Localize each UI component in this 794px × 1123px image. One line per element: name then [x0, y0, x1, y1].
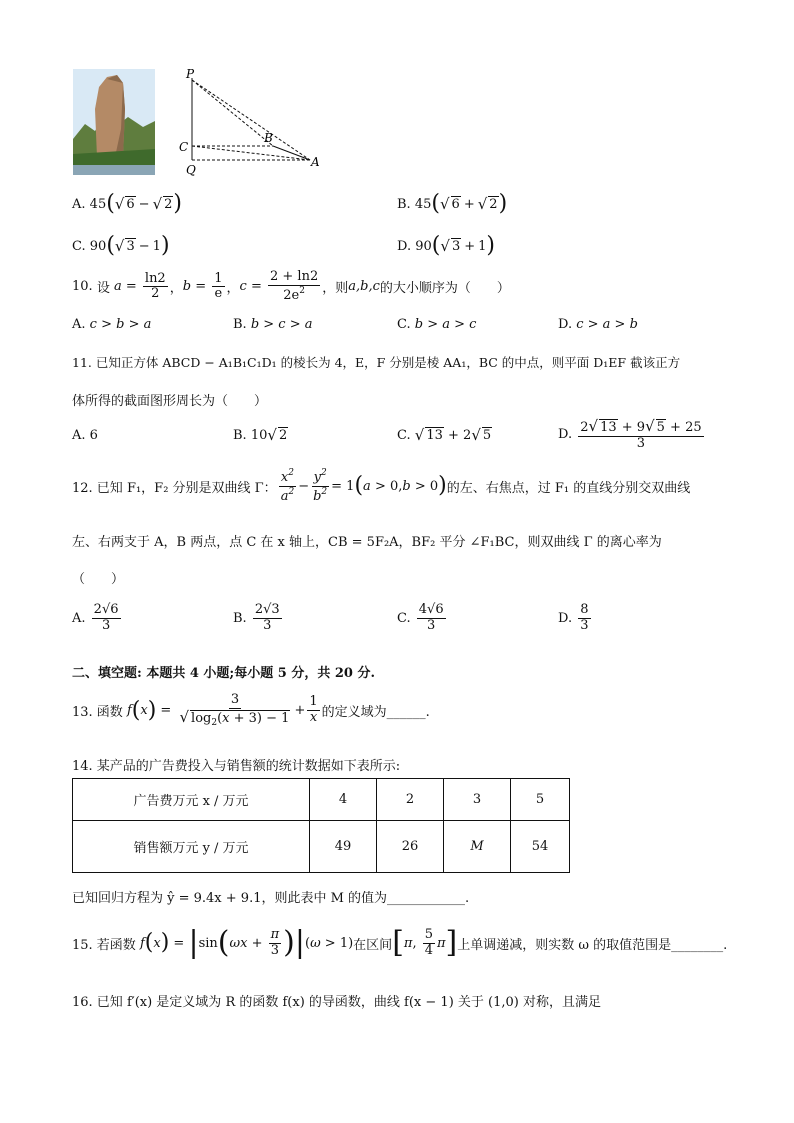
q14-table	[72, 778, 570, 873]
label-q: Q	[186, 163, 196, 177]
table-row	[73, 821, 570, 873]
table-cell: 49	[310, 821, 377, 873]
q12-line2: 左、右两支于 A，B 两点，点 C 在 x 轴上，CB = 5F₂A，BF₂ 平分 ∠F₁BC，则双曲线 Γ 的离心率为	[72, 535, 662, 550]
q11-line1: 11. 已知正方体 ABCD − A₁B₁C₁D₁ 的棱长为 4，E，F 分别是棱 AA₁，BC 的中点，则平面 D₁EF 截该正方	[72, 355, 681, 370]
q11-option-a: A. 6	[72, 428, 98, 443]
q14-after: 已知回归方程为 ŷ = 9.4x + 9.1，则此表中 M 的值为____________.	[72, 891, 470, 906]
q9-option-d: D. 90 ( √ 3 + 1 )	[397, 233, 495, 258]
rock-pillar-photo	[73, 69, 155, 175]
q12-option-c: C. $\frac{4√6}{3}$	[397, 602, 444, 633]
table-cell: 4	[310, 779, 377, 821]
q13-line: 13. 函数 f ( x ) = $\frac{3}{√ \log_2(x + 3) - 1}$ + $\frac{1}{x}$ 的定义域为______.	[72, 692, 430, 728]
label-a: A	[311, 155, 320, 169]
q14-stem: 14. 某产品的广告费投入与销售额的统计数据如下表所示:	[72, 759, 401, 774]
label-c: C	[179, 140, 189, 154]
geometry-diagram	[178, 68, 328, 178]
table-cell: 3	[444, 779, 511, 821]
table-row	[73, 779, 570, 821]
section-title: 二、填空题: 本题共 4 小题;每小题 5 分，共 20 分.	[72, 666, 375, 681]
q10-option-b: B. b > c > a	[233, 317, 313, 332]
table-header-cell: 销售额万元 y / 万元	[73, 821, 310, 873]
q9-option-a: A. 45 ( √ 6 − √ 2 )	[72, 191, 182, 216]
q12-option-a: A. $\frac{2√6}{3}$	[72, 602, 119, 633]
q10-option-a: A. c > b > a	[72, 317, 152, 332]
q11-option-c: C. √ 13 + 2 √ 5	[397, 426, 492, 444]
q12-option-d: D. $\frac{8}{3}$	[558, 602, 589, 633]
q10-option-c: C. b > a > c	[397, 317, 477, 332]
q11-line2: 体所得的截面图形周长为（ ）	[72, 394, 268, 409]
q16-line: 16. 已知 f′(x) 是定义域为 R 的函数 f(x) 的导函数，曲线 f(x − 1) 关于 (1,0) 对称，且满足	[72, 995, 601, 1010]
table-cell: 26	[377, 821, 444, 873]
q10-option-d: D. c > a > b	[558, 317, 638, 332]
label-b: B	[264, 131, 273, 145]
q11-option-b: B. 10 √ 2	[233, 426, 288, 444]
q10-stem: 10. 设 a = $\frac{\ln 2}{2}$ ， b = $\frac{1}{e}$ ， c = $\frac{2 + \ln 2}{2e^2}$ ，则 a,b,c 的大小顺序为（ ）	[72, 269, 510, 303]
table-cell: 5	[511, 779, 570, 821]
q11-option-d: D. $\frac{2√ 13 + 9√ 5 + 25}{3}$	[558, 417, 702, 451]
table-cell: M	[444, 821, 511, 873]
q15-line: 15. 若函数 f ( x ) = | sin ( ωx + $\frac{\pi}{3}$ ) | ( ω > 1) 在区间 [ π , $\frac{5}{4}$ π ] 上单调递减，则实数 ω 的取值范围是________.	[72, 925, 728, 961]
table-header-cell: 广告费万元 x / 万元	[73, 779, 310, 821]
q12-line3: （ ）	[72, 572, 125, 587]
label-p: P	[186, 68, 195, 81]
q9-option-b: B. 45 ( √ 6 + √ 2 )	[397, 191, 508, 216]
table-cell: 54	[511, 821, 570, 873]
table-cell: 2	[377, 779, 444, 821]
q12-option-b: B. $\frac{2√3}{3}$	[233, 602, 280, 633]
q9-option-c: C. 90 ( √ 3 − 1 )	[72, 233, 170, 258]
q12-line1: 12. 已知 F₁，F₂ 分别是双曲线 Γ： $\frac{x^2}{a^2}$ − $\frac{y^2}{b^2}$ = 1 ( a > 0, b > 0 ) 的左、右焦点，过 F₁ 的直线分别交双曲线	[72, 468, 691, 504]
